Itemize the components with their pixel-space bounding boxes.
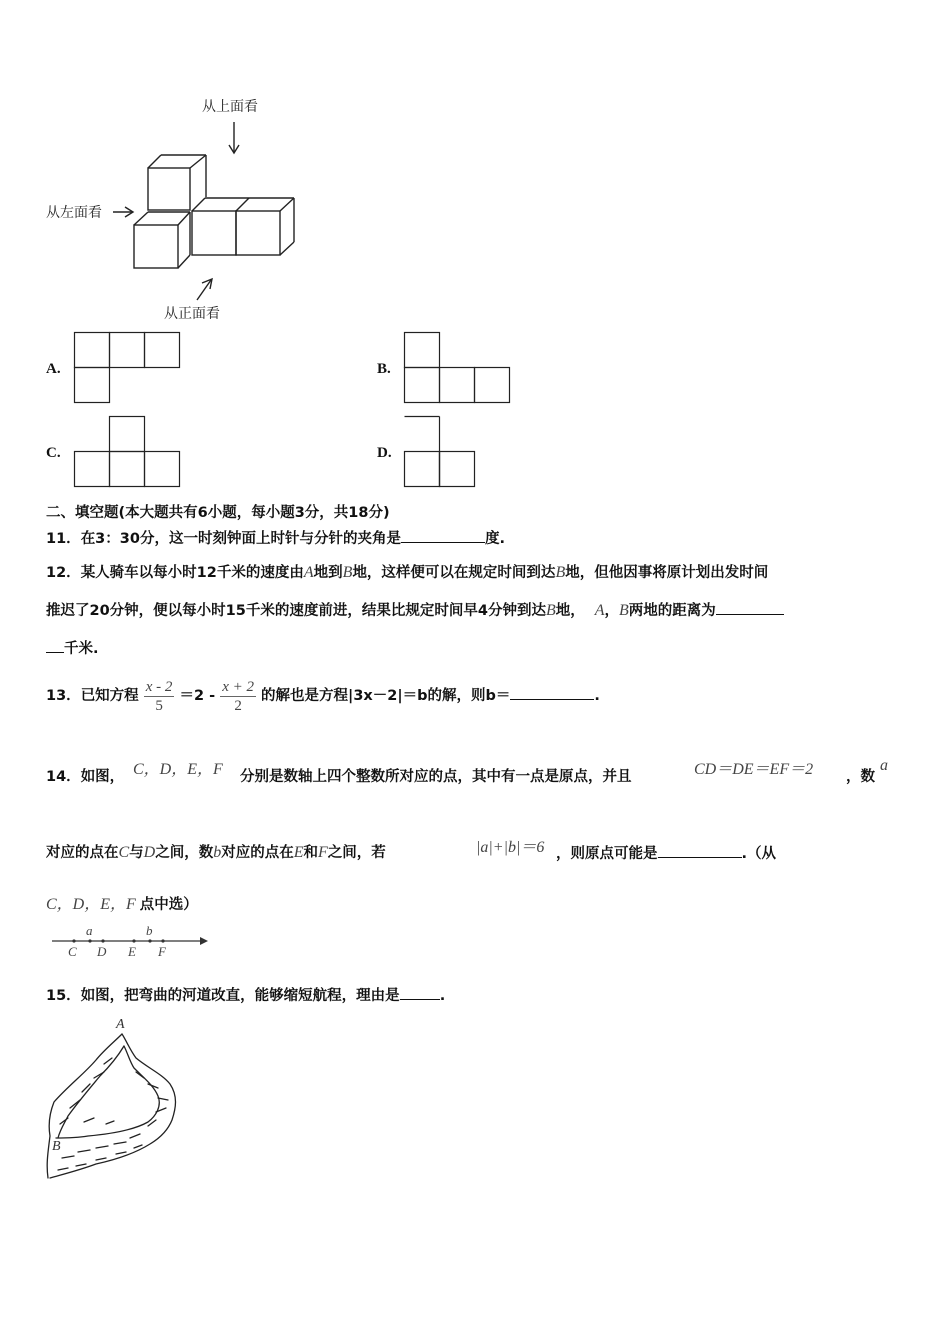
q14-text-11: .（从 — [741, 846, 777, 862]
q12-answer-blank-cont[interactable] — [46, 638, 64, 653]
option-c-view — [74, 416, 194, 496]
question-13 — [46, 672, 600, 720]
q15-text: 如图，把弯曲的河道改直，能够缩短航程，理由是 — [80, 988, 400, 1004]
question-12-line1 — [46, 563, 768, 583]
q13-fraction-2 — [220, 678, 256, 715]
q13-fraction-1 — [144, 678, 175, 715]
question-12-line3 — [46, 638, 99, 659]
q12-point-b-2: B — [555, 564, 566, 581]
option-b-view — [404, 332, 524, 412]
option-a-label: A. — [46, 361, 61, 377]
point-c-dot — [72, 939, 75, 942]
q14-number: 14． — [46, 769, 81, 785]
q14-point-d: D — [143, 844, 156, 861]
q13-number: 13． — [46, 688, 81, 704]
q14-points-2: C，D，E，F — [46, 896, 136, 913]
q15-answer-blank[interactable] — [400, 985, 440, 1000]
q12-answer-blank[interactable] — [716, 600, 784, 615]
q14-text-5: 与 — [129, 845, 144, 861]
q12-text-5: 推迟了20分钟，便以每小时15千米的速度前进，结果比规定时间早4分钟到达 — [46, 603, 546, 619]
q13-text-2: 的解也是方程|3x－2|＝b的解，则b＝ — [261, 688, 511, 704]
axis-label-f: F — [158, 944, 166, 959]
axis-label-a: a — [86, 923, 93, 938]
q12-point-a-2: A — [594, 602, 605, 619]
q14-var-b: b — [213, 844, 222, 861]
axis-label-b: b — [146, 923, 153, 938]
q12-text-7: 两地的距离为 — [628, 603, 716, 619]
q13-answer-blank[interactable] — [510, 685, 594, 700]
q14-points: C，D，E，F — [133, 761, 223, 778]
q14-text-6: 之间，数 — [155, 845, 214, 861]
option-a-view — [74, 332, 194, 412]
point-f-dot — [161, 939, 164, 942]
river-figure — [44, 1012, 194, 1187]
q13-equals: ＝2 - — [179, 688, 216, 704]
q12-point-b-3: B — [545, 602, 556, 619]
view-left-label: 从左面看 — [46, 205, 102, 221]
q14-text-3: ，数 — [846, 769, 875, 785]
q15-number: 15． — [46, 988, 81, 1004]
q15-end: . — [439, 988, 446, 1004]
q13-frac1-denominator: 5 — [155, 697, 163, 714]
q11-unit: 度. — [484, 531, 505, 547]
point-d-dot — [101, 939, 104, 942]
q11-number: 11． — [46, 531, 81, 547]
q12-text-1: 某人骑车以每小时12千米的速度由 — [80, 565, 304, 581]
question-15 — [46, 985, 445, 1006]
river-label-a: A — [116, 1017, 125, 1032]
question-14-line2 — [46, 843, 386, 863]
option-d-view — [404, 416, 524, 496]
q12-text-6: 地， — [555, 603, 585, 619]
q14-equation: CD＝DE＝EF＝2 — [694, 761, 814, 778]
q12-number: 12． — [46, 565, 81, 581]
axis-label-d: D — [97, 944, 107, 959]
section-title: 二、填空题(本大题共有6小题，每小题3分，共18分) — [46, 505, 390, 521]
q12-comma: ， — [604, 603, 620, 619]
q12-point-b-4: B — [619, 602, 629, 619]
question-14-line3 — [46, 891, 198, 915]
question-11 — [46, 528, 505, 549]
q13-end: . — [594, 688, 600, 704]
point-a-dot — [88, 939, 91, 942]
q12-text-4: 地，但他因事将原计划出发时间 — [565, 565, 769, 581]
q11-answer-blank[interactable] — [401, 528, 485, 543]
point-e-dot — [132, 939, 135, 942]
q13-frac1-numerator: x - 2 — [145, 678, 173, 695]
q14-text-12: 点中选） — [139, 897, 198, 913]
view-top-label: 从上面看 — [202, 99, 258, 115]
question-14-line1 — [46, 767, 124, 787]
q14-text-9: 之间，若 — [327, 845, 386, 861]
q14-text-8: 和 — [303, 845, 319, 861]
q14-text-1: 如图， — [80, 769, 125, 785]
q12-point-b: B — [342, 564, 353, 581]
question-14-line2-end — [556, 843, 776, 864]
option-b-label: B. — [377, 361, 391, 377]
axis-label-e: E — [128, 944, 136, 959]
q14-point-c: C — [118, 844, 130, 861]
q12-point-a: A — [303, 564, 314, 581]
q14-point-f: F — [318, 844, 328, 861]
option-d-label: D. — [377, 445, 392, 461]
q14-abs-equation: |a|+|b|＝6 — [476, 839, 545, 856]
q13-frac2-denominator: 2 — [234, 697, 242, 714]
q14-text-4: 对应的点在 — [46, 845, 119, 861]
q12-unit: 千米. — [64, 641, 99, 657]
question-12-line2 — [46, 600, 784, 621]
q14-point-e: E — [293, 844, 304, 861]
axis-label-c: C — [68, 944, 77, 959]
option-c-label: C. — [46, 445, 61, 461]
q13-text-1: 已知方程 — [80, 688, 139, 704]
q14-var-a: a — [880, 757, 888, 774]
q14-text-2: 分别是数轴上四个整数所对应的点，其中有一点是原点，并且 — [240, 769, 632, 785]
q14-text-10: ，则原点可能是 — [556, 846, 658, 862]
q14-answer-blank[interactable] — [658, 843, 742, 858]
q12-text-3: 地，这样便可以在规定时间到达 — [352, 565, 556, 581]
q14-text-7: 对应的点在 — [221, 845, 294, 861]
river-label-b: B — [52, 1139, 61, 1154]
point-b-dot — [148, 939, 151, 942]
q12-text-2: 地到 — [313, 565, 343, 581]
number-line — [50, 922, 230, 962]
cube-drawing — [0, 0, 950, 330]
view-front-label: 从正面看 — [164, 306, 220, 322]
q11-text: 在3：30分，这一时刻钟面上时针与分针的夹角是 — [80, 531, 401, 547]
q13-frac2-numerator: x + 2 — [222, 678, 254, 695]
